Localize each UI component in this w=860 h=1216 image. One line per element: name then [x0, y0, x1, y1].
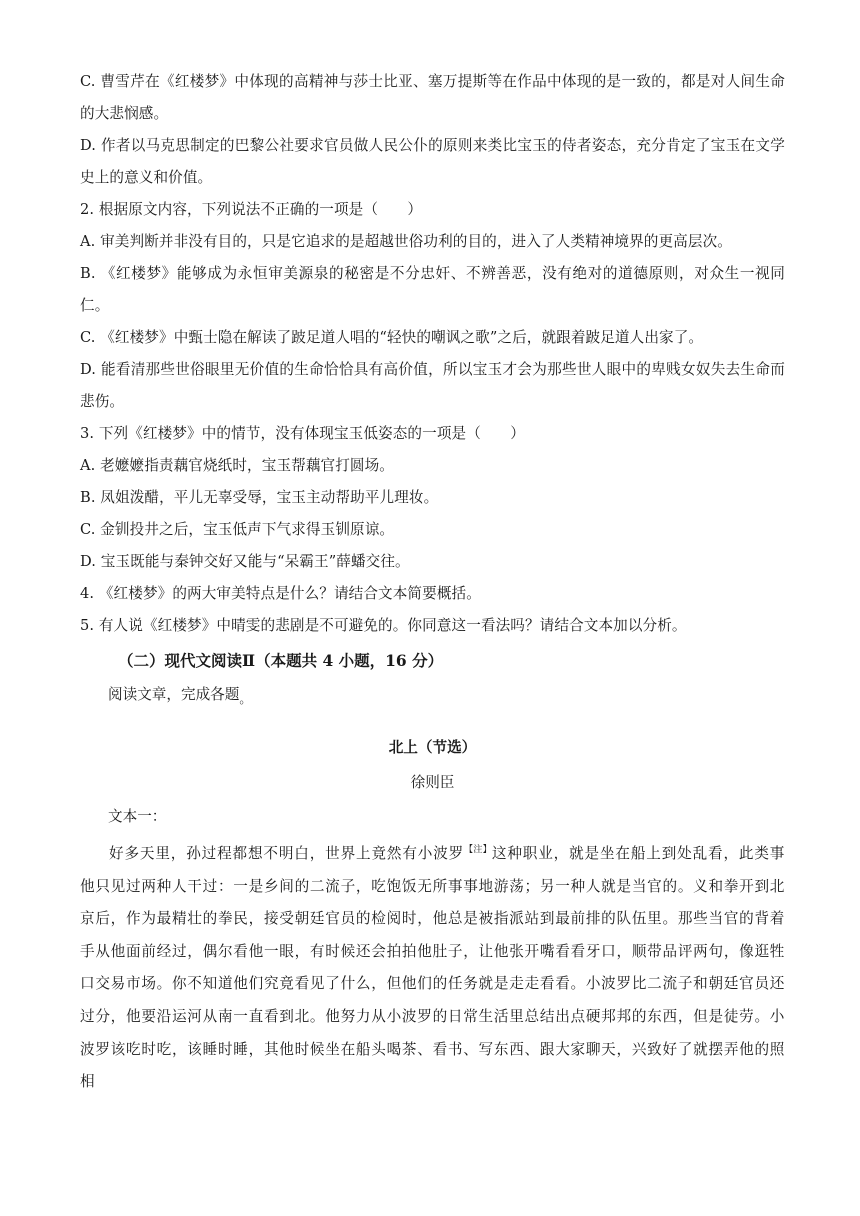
q1-option-d: D. 作者以马克思制定的巴黎公社要求官员做人民公仆的原则来类比宝玉的侍者姿态，充分肯定了宝玉在文学史上的意义和价值。: [80, 137, 785, 186]
q3-stem: 3. 下列《红楼梦》中的情节，没有体现宝玉低姿态的一项是（ ）: [80, 425, 525, 442]
q2-option-c: C. 《红楼梦》中甄士隐在解读了跛足道人唱的“轻快的嘲讽之歌”之后，就跟着跛足道人出家了。: [80, 329, 704, 346]
text-label: 文本一：: [108, 808, 167, 825]
reading-instruction: [108, 678, 785, 716]
q4: 4. 《红楼梦》的两大审美特点是什么？请结合文本简要概括。: [80, 585, 481, 602]
instruction-text: 阅读文章，完成各题: [108, 686, 240, 703]
q3-option-c: C. 金钏投井之后，宝玉低声下气求得玉钏原谅。: [80, 521, 395, 538]
q2-stem: 2. 根据原文内容，下列说法不正确的一项是（ ）: [80, 201, 423, 218]
q2-option-b: B. 《红楼梦》能够成为永恒审美源泉的秘密是不分忠奸、不辨善恶，没有绝对的道德原则，对众生一视同仁。: [80, 265, 785, 314]
section-heading: （二）现代文阅读Ⅱ（本题共 4 小题，16 分）: [118, 651, 444, 670]
q5: 5. 有人说《红楼梦》中晴雯的悲剧是不可避免的。你同意这一看法吗？请结合文本加以分析。: [80, 617, 687, 634]
exam-page: [80, 66, 785, 1099]
q3-option-d: D. 宝玉既能与秦钟交好又能与“呆霸王”薛蟠交往。: [80, 553, 410, 570]
article-author: 徐则臣: [410, 774, 455, 791]
q2-option-d: D. 能看清那些世俗眼里无价值的生命恰恰具有高价值，所以宝玉才会为那些世人眼中的卑贱女奴失去生命而悲伤。: [80, 361, 785, 410]
q2-option-a: A. 审美判断并非没有目的，只是它追求的是超越世俗功利的目的，进入了人类精神境界的更高层次。: [80, 233, 732, 250]
q3-option-a: A. 老嬷嬷指责藕官烧纸时，宝玉帮藕官打圆场。: [80, 457, 394, 474]
q1-option-c: C. 曹雪芹在《红楼梦》中体现的高精神与莎士比亚、塞万提斯等在作品中体现的是一致的，都是对人间生命的大悲悯感。: [80, 73, 785, 122]
article-paragraph: [80, 834, 785, 1099]
footnote-mark: 【注】: [464, 845, 492, 855]
article-title: 北上（节选）: [388, 739, 477, 756]
paragraph-part-2: 这种职业，就是坐在船上到处乱看，此类事他只见过两种人干过：一是乡间的二流子，吃饱饭无所事事地游荡；另一种人就是当官的。义和拳开到北京后，作为最精壮的拳民，接受朝廷官员的检阅时，他总是被指派站到最前排的队伍里。那些当官的背着手从他面前经过，偶尔看他一眼，有时候还会拍拍他肚子，让他张开嘴看看牙口，顺带品评两句，像逛牲口交易市场。你不知道他们究竟看见了什么，但他们的任务就是走走看看。小波罗比二流子和朝廷官员还过分，他要沿运河从南一直看到北。他努力从小波罗的日常生活里总结出点硬邦邦的东西，但是徒劳。小波罗该吃时吃，该睡时睡，其他时候坐在船头喝茶、看书、写东西、跟大家聊天，兴致好了就摆弄他的照相: [80, 845, 785, 1091]
paragraph-part-1: 好多天里，孙过程都想不明白，世界上竟然有小波罗: [109, 845, 465, 862]
instruction-tail: 。: [239, 692, 252, 706]
q3-option-b: B. 凤姐泼醋，平儿无辜受辱，宝玉主动帮助平儿理妆。: [80, 489, 439, 506]
